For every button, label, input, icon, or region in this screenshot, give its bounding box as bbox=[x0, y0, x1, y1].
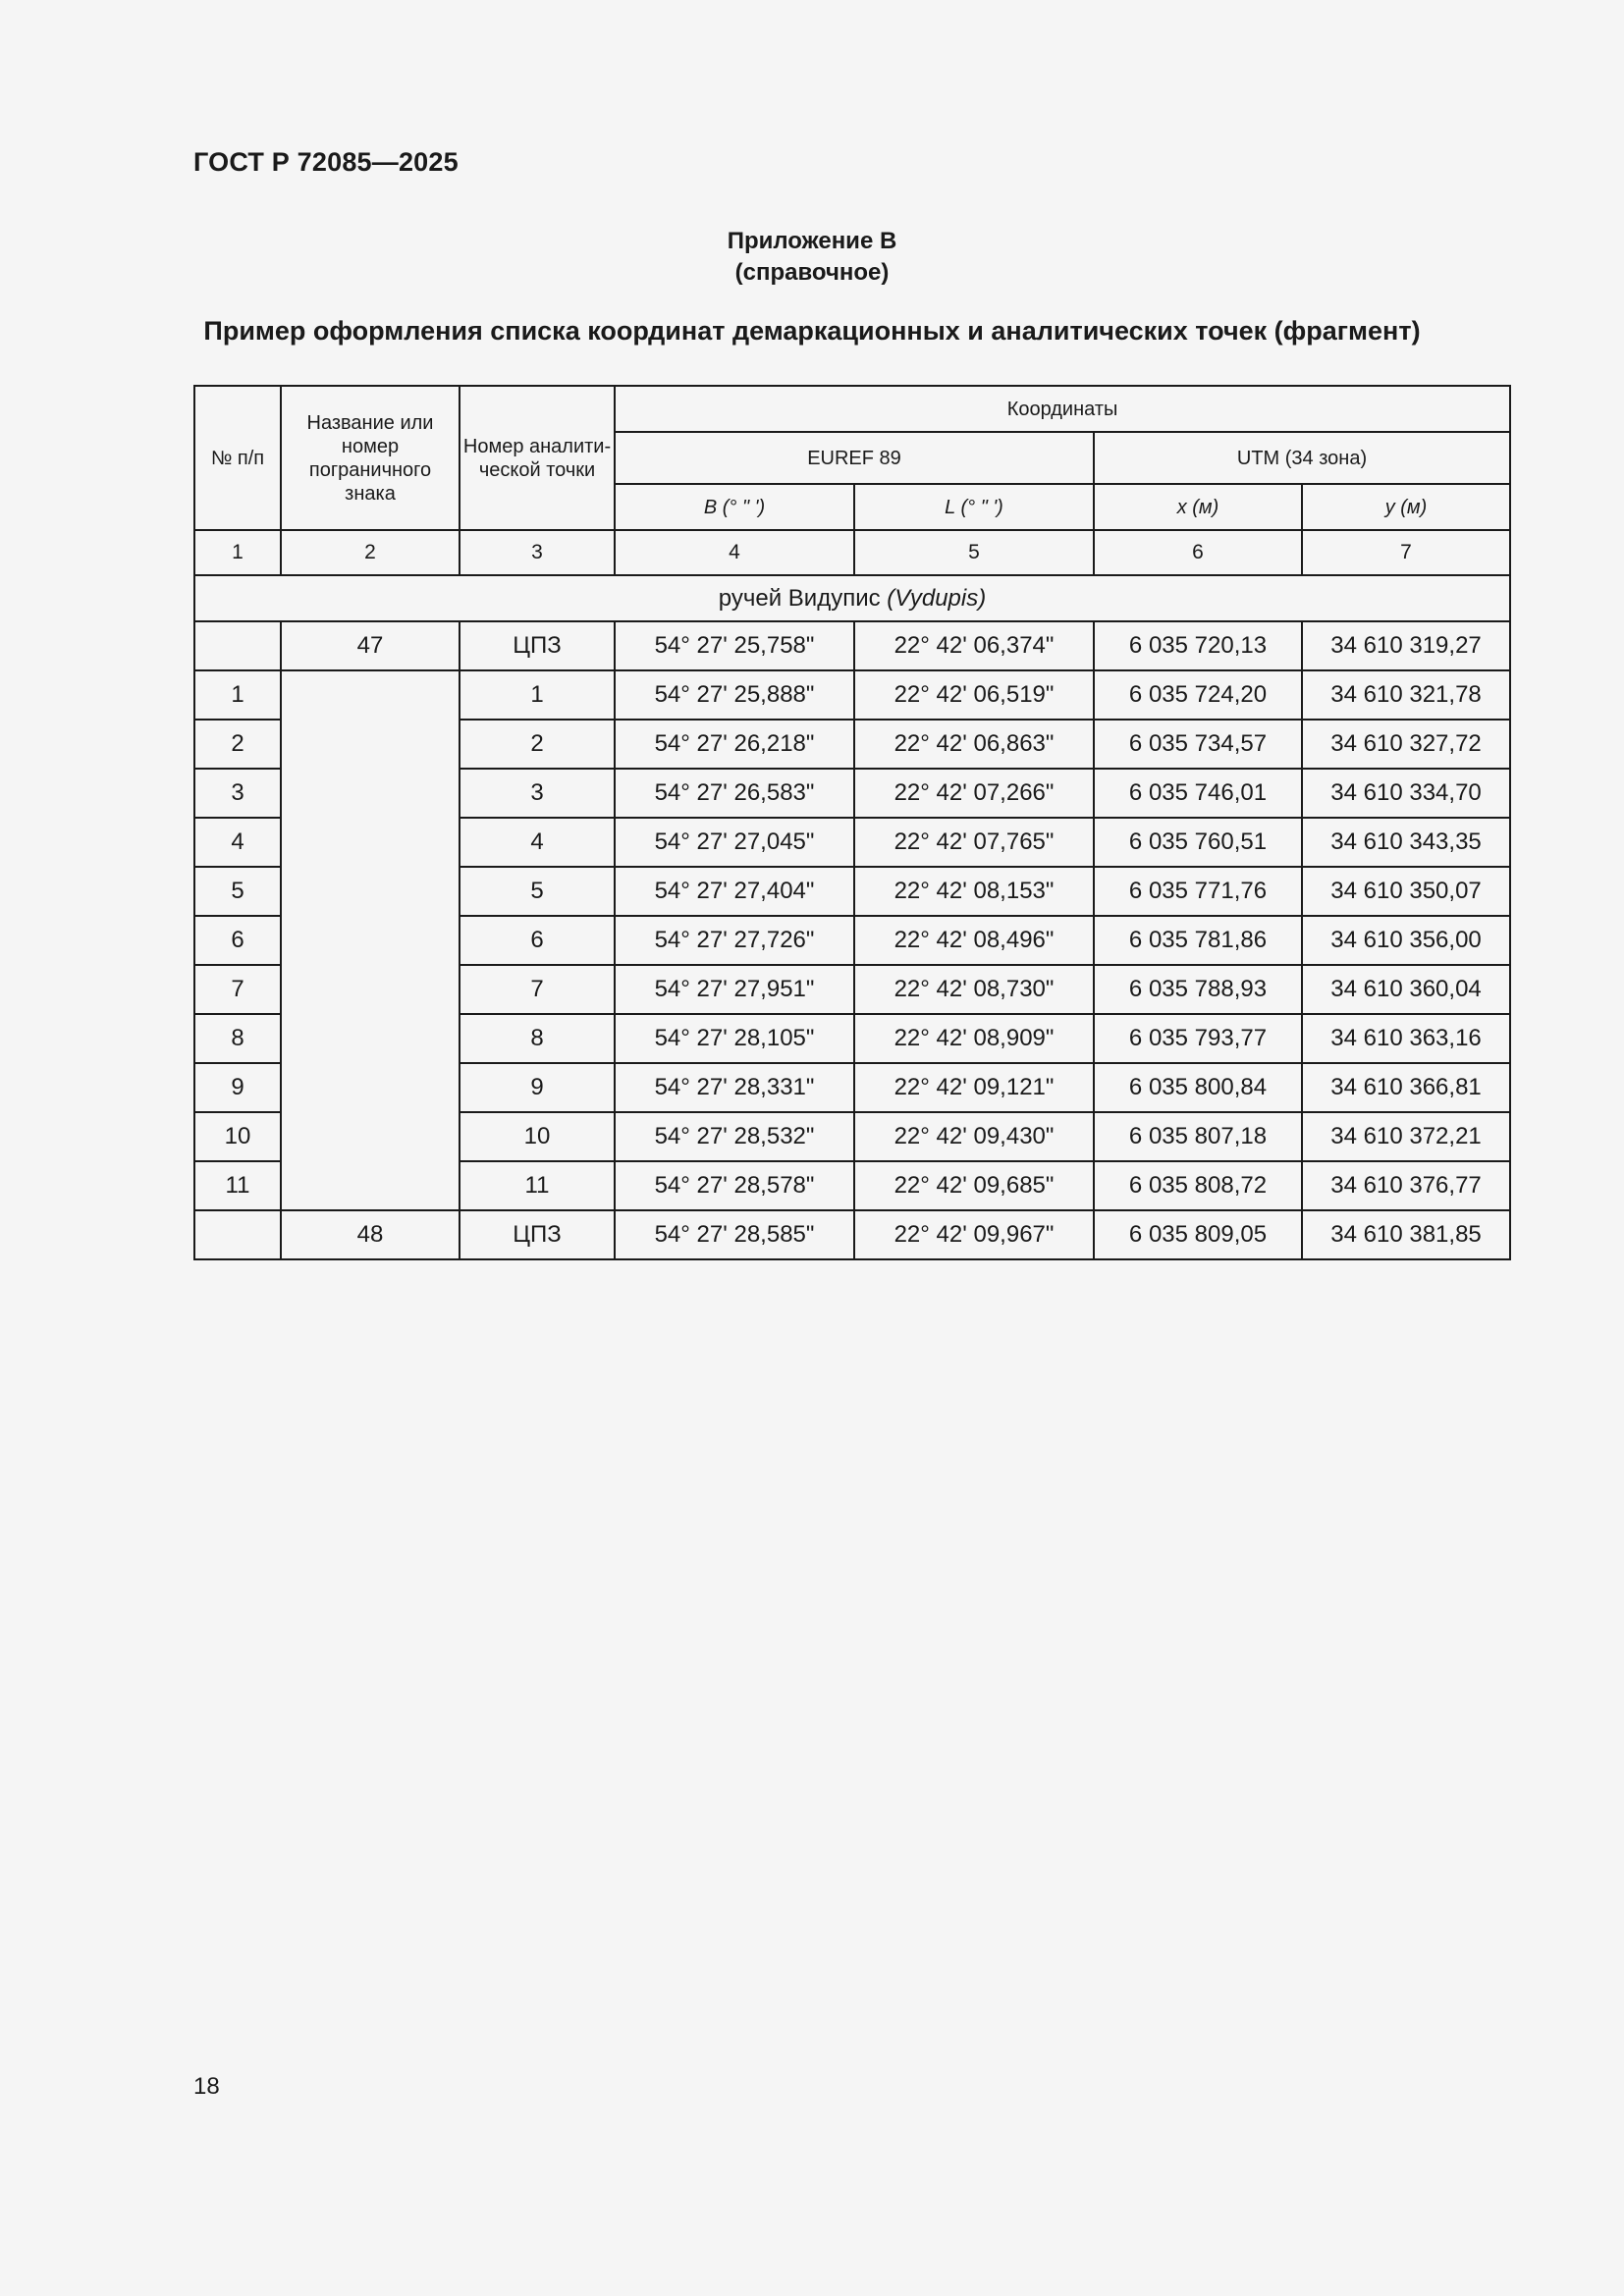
cell-num: 2 bbox=[194, 720, 281, 769]
document-code: ГОСТ Р 72085—2025 bbox=[193, 147, 459, 177]
cell-y: 34 610 319,27 bbox=[1302, 621, 1510, 670]
cell-y: 34 610 334,70 bbox=[1302, 769, 1510, 818]
appendix-heading bbox=[0, 226, 1624, 289]
cell-num: 8 bbox=[194, 1014, 281, 1063]
cell-l: 22° 42' 06,519" bbox=[854, 670, 1094, 720]
cell-point: 10 bbox=[460, 1112, 615, 1161]
cell-num: 7 bbox=[194, 965, 281, 1014]
appendix-title: Пример оформления списка координат демаркационных и аналитических точек (фрагмент) bbox=[203, 316, 1421, 346]
cell-y: 34 610 356,00 bbox=[1302, 916, 1510, 965]
cell-point: 9 bbox=[460, 1063, 615, 1112]
cell-point: 7 bbox=[460, 965, 615, 1014]
cell-x: 6 035 793,77 bbox=[1094, 1014, 1302, 1063]
table-row-first bbox=[194, 621, 1510, 670]
cell-b: 54° 27' 28,578" bbox=[615, 1161, 854, 1210]
header-euref: EUREF 89 bbox=[615, 432, 1094, 484]
cell-x: 6 035 734,57 bbox=[1094, 720, 1302, 769]
appendix-label: Приложение В bbox=[727, 228, 897, 254]
cell-b: 54° 27' 26,583" bbox=[615, 769, 854, 818]
column-number: 6 bbox=[1094, 530, 1302, 575]
cell-point: 4 bbox=[460, 818, 615, 867]
header-y-text: y (м) bbox=[1384, 496, 1428, 518]
column-number: 2 bbox=[281, 530, 460, 575]
header-num: № п/п bbox=[194, 386, 281, 530]
cell-y: 34 610 327,72 bbox=[1302, 720, 1510, 769]
cell-b: 54° 27' 28,331" bbox=[615, 1063, 854, 1112]
header-l bbox=[854, 484, 1094, 530]
cell-l: 22° 42' 08,496" bbox=[854, 916, 1094, 965]
cell-num bbox=[194, 1210, 281, 1259]
cell-l: 22° 42' 08,909" bbox=[854, 1014, 1094, 1063]
cell-y: 34 610 360,04 bbox=[1302, 965, 1510, 1014]
cell-num bbox=[194, 621, 281, 670]
cell-point: 2 bbox=[460, 720, 615, 769]
table-row bbox=[194, 670, 1510, 720]
header-point-num: Номер аналити-ческой точки bbox=[460, 386, 615, 530]
header-coordinates: Координаты bbox=[615, 386, 1510, 432]
cell-point: 3 bbox=[460, 769, 615, 818]
header-b bbox=[615, 484, 854, 530]
cell-point: ЦПЗ bbox=[460, 621, 615, 670]
cell-b: 54° 27' 27,951" bbox=[615, 965, 854, 1014]
cell-x: 6 035 724,20 bbox=[1094, 670, 1302, 720]
cell-x: 6 035 781,86 bbox=[1094, 916, 1302, 965]
section-title bbox=[194, 575, 1510, 621]
column-number: 7 bbox=[1302, 530, 1510, 575]
cell-y: 34 610 321,78 bbox=[1302, 670, 1510, 720]
cell-l: 22° 42' 09,685" bbox=[854, 1161, 1094, 1210]
cell-b: 54° 27' 25,758" bbox=[615, 621, 854, 670]
cell-num: 5 bbox=[194, 867, 281, 916]
cell-b: 54° 27' 27,726" bbox=[615, 916, 854, 965]
cell-x: 6 035 720,13 bbox=[1094, 621, 1302, 670]
header-b-text: B (° " ') bbox=[703, 496, 766, 518]
cell-x: 6 035 807,18 bbox=[1094, 1112, 1302, 1161]
cell-b: 54° 27' 27,045" bbox=[615, 818, 854, 867]
cell-l: 22° 42' 07,765" bbox=[854, 818, 1094, 867]
cell-point: 8 bbox=[460, 1014, 615, 1063]
cell-point: 11 bbox=[460, 1161, 615, 1210]
cell-l: 22° 42' 06,863" bbox=[854, 720, 1094, 769]
cell-x: 6 035 746,01 bbox=[1094, 769, 1302, 818]
header-l-text: L (° " ') bbox=[945, 496, 1003, 518]
cell-point: 6 bbox=[460, 916, 615, 965]
cell-b: 54° 27' 28,585" bbox=[615, 1210, 854, 1259]
cell-point: ЦПЗ bbox=[460, 1210, 615, 1259]
cell-x: 6 035 809,05 bbox=[1094, 1210, 1302, 1259]
cell-sign: 47 bbox=[281, 621, 460, 670]
table-row-last bbox=[194, 1210, 1510, 1259]
cell-x: 6 035 800,84 bbox=[1094, 1063, 1302, 1112]
cell-y: 34 610 366,81 bbox=[1302, 1063, 1510, 1112]
cell-point: 1 bbox=[460, 670, 615, 720]
header-utm: UTM (34 зона) bbox=[1094, 432, 1510, 484]
cell-point: 5 bbox=[460, 867, 615, 916]
page-number: 18 bbox=[193, 2073, 220, 2100]
cell-y: 34 610 372,21 bbox=[1302, 1112, 1510, 1161]
cell-b: 54° 27' 28,532" bbox=[615, 1112, 854, 1161]
cell-sign: 48 bbox=[281, 1210, 460, 1259]
section-title-latin: (Vydupis) bbox=[887, 584, 987, 612]
cell-num: 6 bbox=[194, 916, 281, 965]
header-sign-name: Название или номер пограничного знака bbox=[281, 386, 460, 530]
column-number: 4 bbox=[615, 530, 854, 575]
cell-num: 1 bbox=[194, 670, 281, 720]
cell-b: 54° 27' 27,404" bbox=[615, 867, 854, 916]
cell-num: 10 bbox=[194, 1112, 281, 1161]
coordinates-table bbox=[193, 385, 1511, 1260]
cell-l: 22° 42' 08,153" bbox=[854, 867, 1094, 916]
cell-b: 54° 27' 28,105" bbox=[615, 1014, 854, 1063]
cell-l: 22° 42' 09,121" bbox=[854, 1063, 1094, 1112]
cell-num: 4 bbox=[194, 818, 281, 867]
section-title-text: ручей Видупис bbox=[718, 584, 888, 612]
cell-x: 6 035 771,76 bbox=[1094, 867, 1302, 916]
column-number: 5 bbox=[854, 530, 1094, 575]
cell-x: 6 035 788,93 bbox=[1094, 965, 1302, 1014]
cell-l: 22° 42' 09,967" bbox=[854, 1210, 1094, 1259]
cell-l: 22° 42' 06,374" bbox=[854, 621, 1094, 670]
header-x bbox=[1094, 484, 1302, 530]
cell-x: 6 035 808,72 bbox=[1094, 1161, 1302, 1210]
cell-l: 22° 42' 08,730" bbox=[854, 965, 1094, 1014]
cell-num: 9 bbox=[194, 1063, 281, 1112]
appendix-kind: (справочное) bbox=[734, 259, 890, 286]
cell-y: 34 610 363,16 bbox=[1302, 1014, 1510, 1063]
cell-y: 34 610 343,35 bbox=[1302, 818, 1510, 867]
column-number: 1 bbox=[194, 530, 281, 575]
column-number: 3 bbox=[460, 530, 615, 575]
cell-y: 34 610 376,77 bbox=[1302, 1161, 1510, 1210]
cell-num: 11 bbox=[194, 1161, 281, 1210]
cell-sign-merged bbox=[281, 670, 460, 1210]
cell-x: 6 035 760,51 bbox=[1094, 818, 1302, 867]
header-x-text: x (м) bbox=[1176, 496, 1219, 518]
cell-l: 22° 42' 09,430" bbox=[854, 1112, 1094, 1161]
cell-b: 54° 27' 26,218" bbox=[615, 720, 854, 769]
header-y bbox=[1302, 484, 1510, 530]
cell-b: 54° 27' 25,888" bbox=[615, 670, 854, 720]
cell-y: 34 610 350,07 bbox=[1302, 867, 1510, 916]
cell-num: 3 bbox=[194, 769, 281, 818]
cell-l: 22° 42' 07,266" bbox=[854, 769, 1094, 818]
cell-y: 34 610 381,85 bbox=[1302, 1210, 1510, 1259]
